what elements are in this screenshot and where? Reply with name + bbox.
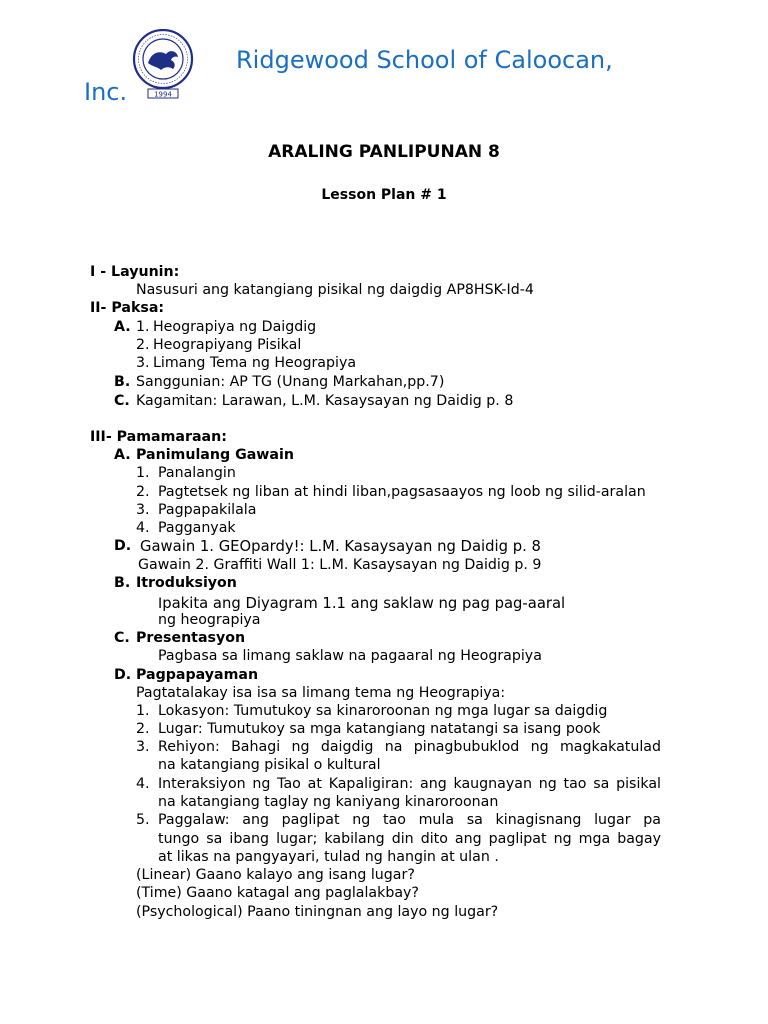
- section-3-d2-item-1-line-1: Lokasyon: Tumutukoy sa kinaroroonan ng mga lugar sa daigdig: [158, 703, 608, 719]
- section-3-d2-item-4-line-2: na katangiang taglay ng kaniyang kinaroroonan: [158, 794, 499, 810]
- section-3-b-line-1-first: I: [158, 596, 163, 612]
- section-3-a-item-3: Pagpapakilala: [158, 502, 257, 518]
- section-2-a-item-2: Heograpiyang Pisikal: [153, 337, 302, 353]
- section-3-d2-item-2-line-1: Lugar: Tumutukoy sa mga katangiang natatangi sa isang pook: [158, 721, 601, 737]
- section-3-b-marker: B.: [114, 575, 131, 591]
- section-2-a-item-2-num: 2.: [136, 337, 150, 353]
- section-3-d2-item-4-line-1: Interaksiyon ng Tao at Kapaligiran: ang kaugnayan ng tao sa pisikal: [158, 776, 661, 792]
- section-3-d2-item-5-line-3: at likas na pangyayari, tulad ng hangin at ulan .: [158, 849, 499, 865]
- section-3-a-item-4: Pagganyak: [158, 520, 236, 536]
- school-name-line1: Ridgewood School of Caloocan,: [236, 46, 613, 74]
- section-2-c-text: Kagamitan: Larawan, L.M. Kasaysayan ng Daidig p. 8: [136, 393, 514, 409]
- section-3-a-item-1: Panalangin: [158, 465, 236, 481]
- section-3-heading: III- Pamamaraan:: [90, 429, 227, 445]
- logo-year: 1994: [154, 90, 172, 99]
- section-3-d2-item-2-num: 2.: [136, 721, 150, 737]
- school-seal-logo-icon: [131, 29, 195, 99]
- section-3-d1-line-1: Gawain 1. GEOpardy!: L.M. Kasaysayan ng Daidig p. 8: [140, 538, 541, 555]
- section-2-a-item-1: Heograpiya ng Daigdig: [153, 319, 317, 335]
- section-3-b-heading: Itroduksiyon: [136, 575, 237, 591]
- section-3-d2-heading: Pagpapayaman: [136, 667, 259, 683]
- section-2-a-item-1-num: 1.: [136, 319, 150, 335]
- section-3-c-text: Pagbasa sa limang saklaw na pagaaral ng Heograpiya: [158, 648, 542, 664]
- section-3-d2-item-3-num: 3.: [136, 739, 150, 755]
- section-3-a-item-2: Pagtetsek ng liban at hindi liban,pagsasaayos ng loob ng silid-aralan: [158, 484, 646, 500]
- section-3-d2-question-2: (Time) Gaano katagal ang paglalakbay?: [136, 885, 419, 901]
- section-3-d2-item-4-num: 4.: [136, 776, 150, 792]
- section-3-d2-marker: D.: [114, 667, 132, 683]
- section-3-c-marker: C.: [114, 630, 130, 646]
- section-3-b-line-1: [158, 593, 565, 612]
- school-name-line2: Inc.: [84, 78, 128, 106]
- section-3-a-item-4-num: 4.: [136, 520, 150, 536]
- section-3-d1-marker: D.: [114, 538, 132, 554]
- section-3-a-marker: A.: [114, 447, 131, 463]
- section-2-heading: II- Paksa:: [90, 300, 165, 316]
- section-3-a-item-1-num: 1.: [136, 465, 150, 481]
- section-2-b-text: Sanggunian: AP TG (Unang Markahan,pp.7): [136, 374, 445, 390]
- section-2-c-marker: C.: [114, 393, 130, 409]
- section-3-d2-item-5-line-1: Paggalaw: ang paglipat ng tao mula sa kinagisnang lugar pa: [158, 812, 661, 828]
- section-3-d2-item-3-line-2: na katangiang pisikal o kultural: [158, 757, 381, 773]
- section-2-a-item-3-num: 3.: [136, 355, 150, 371]
- section-1-text: Nasusuri ang katangiang pisikal ng daigdig AP8HSK-Id-4: [136, 282, 534, 298]
- section-3-d2-item-5-line-2: tungo sa ibang lugar; kabilang din dito ang paglipat ng mga bagay: [158, 831, 661, 847]
- section-3-d2-question-3: (Psychological) Paano tiningnan ang layo ng lugar?: [136, 904, 499, 920]
- section-2-a-item-3: Limang Tema ng Heograpiya: [153, 355, 357, 371]
- section-2-b-marker: B.: [114, 374, 131, 390]
- section-3-d2-intro: Pagtatalakay isa isa sa limang tema ng Heograpiya:: [136, 685, 506, 701]
- section-3-a-item-3-num: 3.: [136, 502, 150, 518]
- section-3-d2-question-1: (Linear) Gaano kalayo ang isang lugar?: [136, 867, 415, 883]
- section-3-d2-item-3-line-1: Rehiyon: Bahagi ng daigdig na pinagbubuklod ng magkakatulad: [158, 739, 661, 755]
- section-3-a-item-2-num: 2.: [136, 484, 150, 500]
- section-1-heading: I - Layunin:: [90, 264, 180, 280]
- section-3-a-heading: Panimulang Gawain: [136, 447, 294, 463]
- page-subtitle: Lesson Plan # 1: [321, 187, 447, 203]
- section-3-d2-item-5-num: 5.: [136, 812, 150, 828]
- section-3-b-line-1-rest: pakita ang Diyagram 1.1 ang saklaw ng pag pag-aaral: [162, 595, 566, 612]
- section-2-a-marker: A.: [114, 319, 131, 335]
- section-3-d2-item-1-num: 1.: [136, 703, 150, 719]
- section-3-b-line-2: ng heograpiya: [158, 612, 261, 628]
- page-title: ARALING PANLIPUNAN 8: [268, 142, 500, 162]
- section-3-d1-line-2: Gawain 2. Graffiti Wall 1: L.M. Kasaysayan ng Daidig p. 9: [138, 557, 542, 573]
- section-3-c-heading: Presentasyon: [136, 630, 246, 646]
